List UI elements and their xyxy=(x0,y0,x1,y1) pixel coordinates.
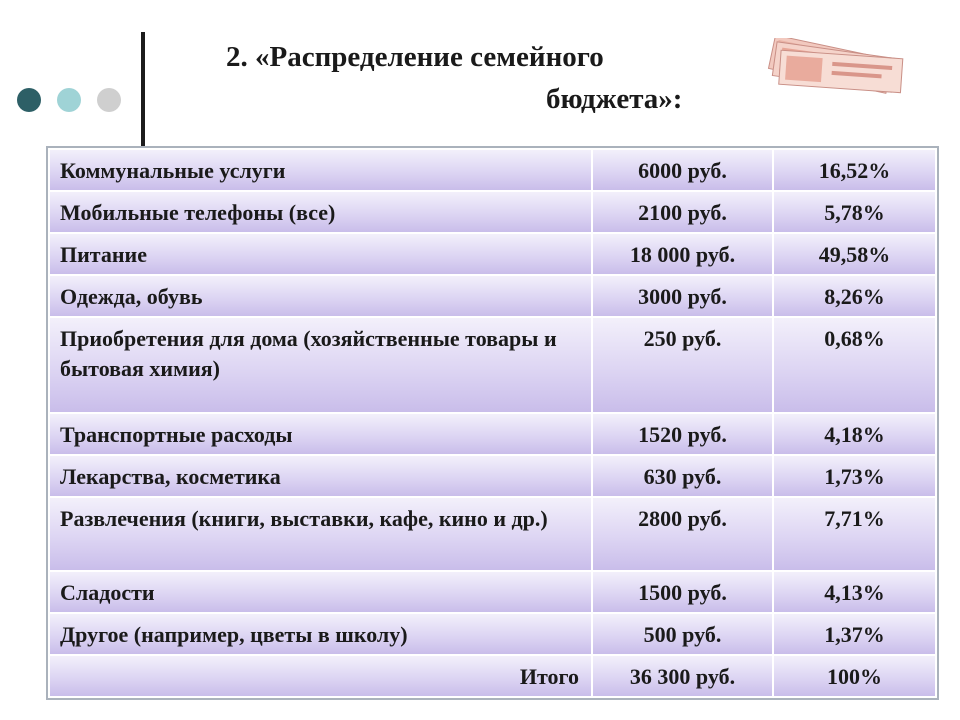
row-category: Коммунальные услуги xyxy=(49,149,592,191)
row-amount: 2800 руб. xyxy=(592,497,773,571)
row-percent: 0,68% xyxy=(773,317,936,413)
table-row xyxy=(49,149,936,191)
row-amount: 630 руб. xyxy=(592,455,773,497)
row-category: Одежда, обувь xyxy=(49,275,592,317)
row-category: Лекарства, косметика xyxy=(49,455,592,497)
row-category: Другое (например, цветы в школу) xyxy=(49,613,592,655)
slide-title-line2: бюджета»: xyxy=(546,83,683,115)
table-row xyxy=(49,455,936,497)
row-percent: 5,78% xyxy=(773,191,936,233)
row-percent: 16,52% xyxy=(773,149,936,191)
table-row xyxy=(49,317,936,413)
row-category: Сладости xyxy=(49,571,592,613)
row-amount: 2100 руб. xyxy=(592,191,773,233)
row-percent: 4,13% xyxy=(773,571,936,613)
row-category: Развлечения (книги, выставки, кафе, кино и др.) xyxy=(49,497,592,571)
table-total-row xyxy=(49,655,936,697)
slide-title xyxy=(226,36,726,120)
row-percent: 1,37% xyxy=(773,613,936,655)
total-amount: 36 300 руб. xyxy=(592,655,773,697)
row-category: Питание xyxy=(49,233,592,275)
title-divider xyxy=(141,32,145,148)
row-amount: 1500 руб. xyxy=(592,571,773,613)
decor-dot-dark xyxy=(17,88,41,112)
row-percent: 49,58% xyxy=(773,233,936,275)
row-percent: 1,73% xyxy=(773,455,936,497)
row-percent: 8,26% xyxy=(773,275,936,317)
table-row xyxy=(49,613,936,655)
table-row xyxy=(49,413,936,455)
table-row xyxy=(49,191,936,233)
total-percent: 100% xyxy=(773,655,936,697)
row-category: Приобретения для дома (хозяйственные товары и бытовая химия) xyxy=(49,317,592,413)
row-amount: 250 руб. xyxy=(592,317,773,413)
row-amount: 6000 руб. xyxy=(592,149,773,191)
row-percent: 4,18% xyxy=(773,413,936,455)
decor-dot-teal xyxy=(57,88,81,112)
slide-title-line1: 2. «Распределение семейного xyxy=(226,41,604,73)
total-label: Итого xyxy=(49,655,592,697)
row-category: Транспортные расходы xyxy=(49,413,592,455)
table-row xyxy=(49,275,936,317)
table-row xyxy=(49,497,936,571)
table-row xyxy=(49,233,936,275)
row-amount: 18 000 руб. xyxy=(592,233,773,275)
row-category: Мобильные телефоны (все) xyxy=(49,191,592,233)
banknotes-image xyxy=(760,38,908,98)
row-amount: 3000 руб. xyxy=(592,275,773,317)
row-amount: 500 руб. xyxy=(592,613,773,655)
budget-table xyxy=(48,148,937,698)
table-row xyxy=(49,571,936,613)
row-amount: 1520 руб. xyxy=(592,413,773,455)
decor-dot-gray xyxy=(97,88,121,112)
row-percent: 7,71% xyxy=(773,497,936,571)
